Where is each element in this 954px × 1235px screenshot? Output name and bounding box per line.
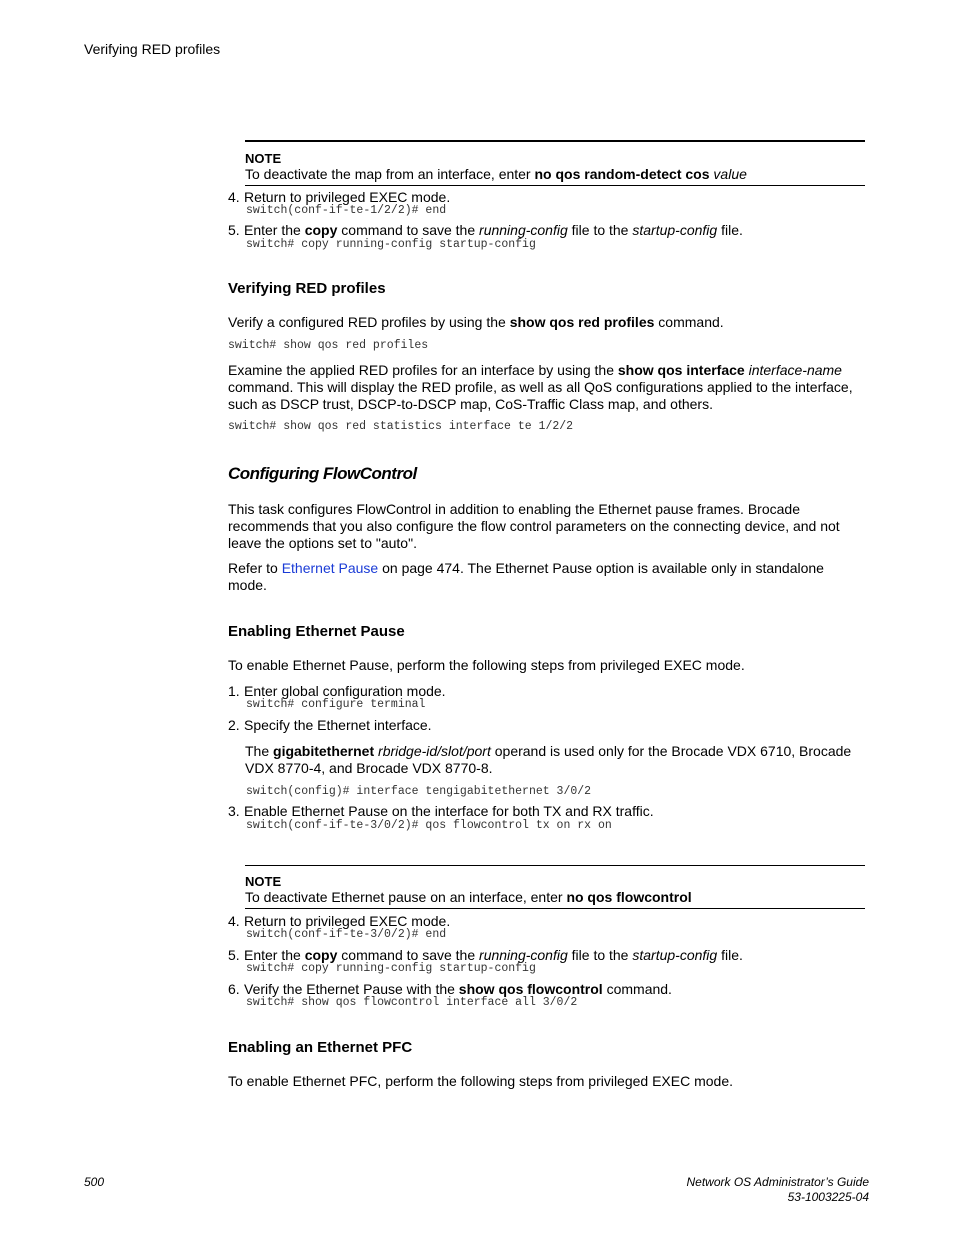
page-number: 500 <box>84 1175 105 1189</box>
paragraph: Refer to Ethernet Pause on page 474. The Ethernet Pause option is available only in standalone mode. <box>228 560 824 593</box>
list-item: 4. Return to privileged EXEC mode. <box>228 189 451 205</box>
code-block: switch# show qos flowcontrol interface all 3/0/2 <box>246 996 578 1009</box>
note-box <box>245 140 865 186</box>
list-item: 5. Enter the copy command to save the running-config file to the startup-config file. <box>228 947 743 963</box>
paragraph: To enable Ethernet PFC, perform the following steps from privileged EXEC mode. <box>228 1073 734 1089</box>
note-title: NOTE <box>245 151 282 166</box>
note-text: To deactivate Ethernet pause on an interface, enter no qos flowcontrol <box>245 889 692 905</box>
paragraph: This task configures FlowControl in addition to enabling the Ethernet pause frames. Brocade recommends that you also configure the flow control parameters on the connecting device, and not leave the options set to "auto". <box>228 501 840 551</box>
list-item: 1. Enter global configuration mode. <box>228 683 446 699</box>
list-item: 2. Specify the Ethernet interface. <box>228 717 432 733</box>
note-title: NOTE <box>245 874 282 889</box>
paragraph: The gigabitethernet rbridge-id/slot/port operand is used only for the Brocade VDX 6710, Brocade VDX 8770-4, and Brocade VDX 8770-8. <box>245 743 852 776</box>
note-box <box>245 865 865 909</box>
code-block: switch# show qos red profiles <box>228 339 429 352</box>
running-header: Verifying RED profiles <box>84 41 221 57</box>
code-block: switch(config)# interface tengigabitethernet 3/0/2 <box>246 785 592 798</box>
section-heading: Configuring FlowControl <box>228 464 417 483</box>
list-item: 5. Enter the copy command to save the running-config file to the startup-config file. <box>228 222 743 238</box>
code-block: switch# copy running-config startup-config <box>246 962 536 975</box>
paragraph: Examine the applied RED profiles for an interface by using the show qos interface interface-name command. This will display the RED profile, as well as all QoS configurations applied to the interface, such as DSCP trust, DSCP-to-DSCP map, CoS-Traffic Class map, and others. <box>228 362 853 412</box>
list-item: 6. Verify the Ethernet Pause with the show qos flowcontrol command. <box>228 981 672 997</box>
code-block: switch(conf-if-te-1/2/2)# end <box>246 204 447 217</box>
doc-id: 53-1003225-04 <box>787 1190 869 1204</box>
code-block: switch(conf-if-te-3/0/2)# end <box>246 928 447 941</box>
code-block: switch# configure terminal <box>246 698 426 711</box>
guide-title: Network OS Administrator’s Guide <box>686 1175 869 1189</box>
paragraph: To enable Ethernet Pause, perform the following steps from privileged EXEC mode. <box>228 657 745 673</box>
list-item: 4. Return to privileged EXEC mode. <box>228 913 451 929</box>
note-text: To deactivate the map from an interface, enter no qos random-detect cos value <box>245 166 747 182</box>
code-block: switch# show qos red statistics interface te 1/2/2 <box>228 420 574 433</box>
code-block: switch# copy running-config startup-config <box>246 238 536 251</box>
paragraph: Verify a configured RED profiles by using the show qos red profiles command. <box>228 314 724 330</box>
list-item: 3. Enable Ethernet Pause on the interface for both TX and RX traffic. <box>228 803 654 819</box>
section-heading: Verifying RED profiles <box>228 280 386 297</box>
section-heading: Enabling an Ethernet PFC <box>228 1039 413 1056</box>
section-heading: Enabling Ethernet Pause <box>228 623 405 640</box>
ethernet-pause-link[interactable]: Ethernet Pause <box>281 560 379 576</box>
code-block: switch(conf-if-te-3/0/2)# qos flowcontrol tx on rx on <box>246 819 612 832</box>
